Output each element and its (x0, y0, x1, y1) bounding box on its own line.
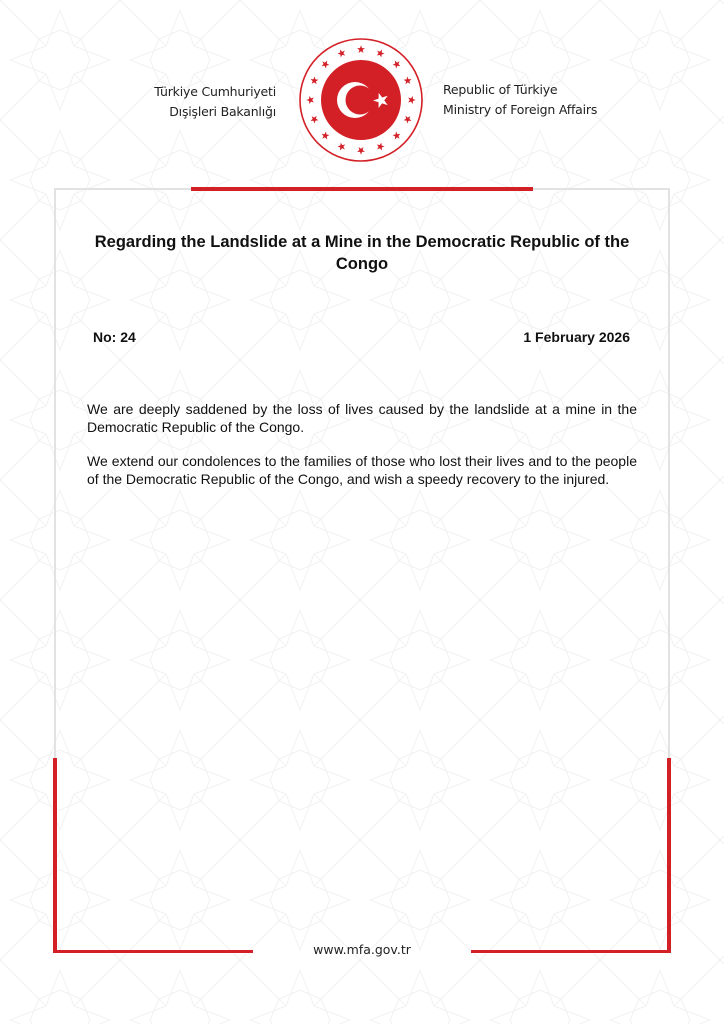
footer-website-link[interactable]: www.mfa.gov.tr (313, 942, 411, 957)
frame-left-accent (53, 758, 57, 952)
statement-paragraph: We are deeply saddened by the loss of lives caused by the landslide at a mine in the Democratic Republic of the Congo. (87, 401, 637, 435)
frame-right-border (668, 188, 670, 758)
frame-left-border (54, 188, 56, 758)
crescent-star-emblem-icon (299, 38, 423, 162)
header-turkish-title (76, 82, 276, 122)
statement-body (87, 400, 637, 504)
statement-paragraph: We extend our condolences to the families of those who lost their lives and to the people of the Democratic Republic of the Congo, and wish a speedy recovery to the injured. (87, 453, 637, 487)
header-turkish-line2: Dışişleri Bakanlığı (169, 104, 276, 119)
header-english-line2: Ministry of Foreign Affairs (443, 102, 598, 117)
statement-date: 1 February 2026 (523, 329, 630, 345)
document-title: Regarding the Landslide at a Mine in the Democratic Republic of the Congo (94, 233, 630, 273)
frame-bottom-accent-right (471, 950, 671, 953)
header-english-title (443, 80, 643, 120)
header-english-line1: Republic of Türkiye (443, 82, 558, 97)
frame-right-accent (667, 758, 671, 952)
frame-bottom-accent-left (53, 950, 253, 953)
frame-top-accent (191, 187, 533, 191)
header-turkish-line1: Türkiye Cumhuriyeti (154, 84, 276, 99)
statement-number: No: 24 (93, 329, 136, 345)
